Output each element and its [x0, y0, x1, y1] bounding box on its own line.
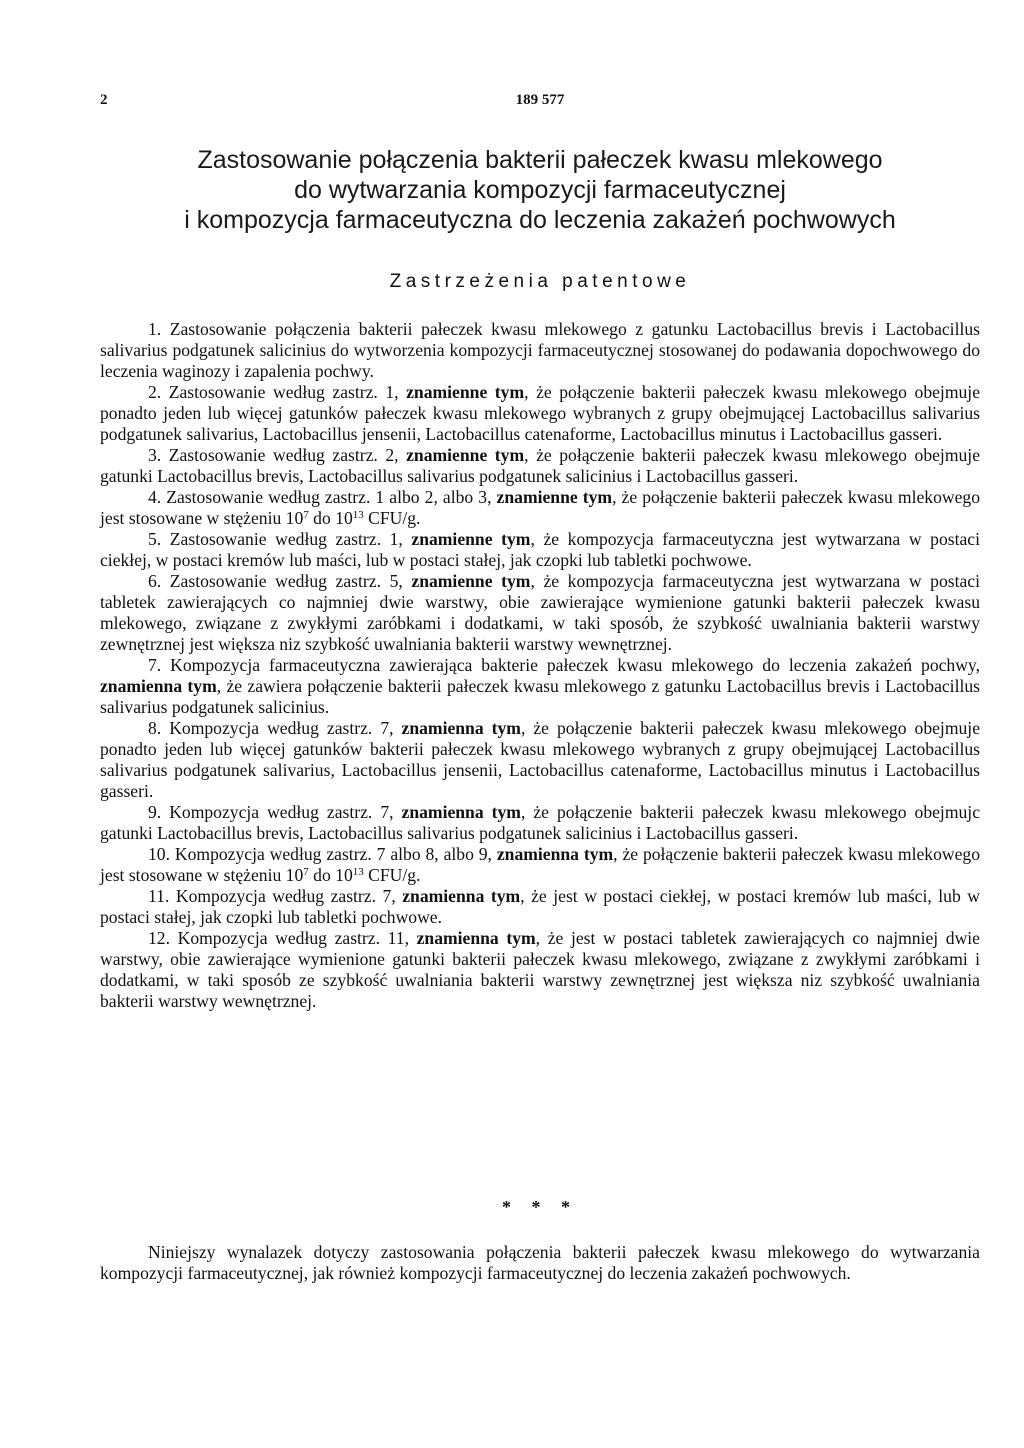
claim-10: 10. Kompozycja według zastrz. 7 albo 8, albo 9, znamienna tym, że połączenie bakterii pałeczek kwasu mlekowego jest stosowane w stężeniu $10^7$ do $10^{13}$ CFU/g.: [100, 844, 980, 885]
claim-keyword: znamienne tym: [411, 529, 531, 549]
page-header: [100, 92, 980, 122]
section-heading: Zastrzeżenia patentowe: [389, 271, 691, 292]
claim-keyword: znamienne tym: [411, 571, 531, 591]
claim-8: 8. Kompozycja według zastrz. 7, znamienna tym, że połączenie bakterii pałeczek kwasu mlekowego obejmuje ponadto jeden lub więcej gatunków bakterii pałeczek kwasu mlekowego wybranych z grupy obejmującej Lactobacillus salivarius podgatunek salivarius, Lactobacillus jensenii, Lactobacillus catenaforme, Lactobacillus minutus i Lactobacillus gasseri.: [100, 718, 980, 801]
exponent: 13: [352, 866, 364, 878]
title-line: Zastosowanie połączenia bakterii pałeczek kwasu mlekowego: [197, 146, 883, 174]
claim-keyword: znamienna tym: [100, 676, 217, 696]
claim-keyword: znamienna tym: [402, 886, 521, 906]
claim-11: 11. Kompozycja według zastrz. 7, znamienna tym, że jest w postaci ciekłej, w postaci kremów lub maści, lub w postaci stałej, jak czopki lub tabletki pochwowe.: [100, 886, 981, 927]
claim-6: 6. Zastosowanie według zastrz. 5, znamienne tym, że kompozycja farmaceutyczna jest wytwarzana w postaci tabletek zawierających co najmniej dwie warstwy, obie zawierające wymienione gatunki bakterii pałeczek kwasu mlekowego, związane z zwykłymi zaróbkami i dodatkami, w taki sposób, że szybkość uwalniania bakterii warstwy zewnętrznej jest większa niz szybkość uwalniania bakterii warstwy wewnętrznej.: [100, 571, 980, 654]
claim-4: 4. Zastosowanie według zastrz. 1 albo 2, albo 3, znamienne tym, że połączenie bakterii pałeczek kwasu mlekowego jest stosowane w stężeniu $10^7$ do $10^{13}$ CFU/g.: [100, 487, 981, 528]
document-title: [100, 145, 980, 235]
description-paragraph: Niniejszy wynalazek dotyczy zastosowania połączenia bakterii pałeczek kwasu mlekowego do wytwarzania kompozycji farmaceutycznej, jak również kompozycji farmaceutycznej do leczenia zakażeń pochwowych.: [100, 1242, 980, 1283]
document-number: 189 577: [515, 92, 565, 108]
claim-keyword: znamienna tym: [416, 928, 536, 948]
claim-keyword: znamienna tym: [401, 802, 521, 822]
section-separator: * * *: [502, 1197, 578, 1217]
claim-3: 3. Zastosowanie według zastrz. 2, znamienne tym, że połączenie bakterii pałeczek kwasu mlekowego obejmuje gatunki Lactobacillus brevis, Lactobacillus salivarius podgatunek salicinius i Lactobacillus gasseri.: [100, 445, 980, 486]
claim-keyword: znamienne tym: [406, 445, 525, 465]
claim-12: 12. Kompozycja według zastrz. 11, znamienna tym, że jest w postaci tabletek zawierających co najmniej dwie warstwy, obie zawierające wymienione gatunki bakterii pałeczek kwasu mlekowego, związane z zwykłymi zaróbkami i dodatkami, w taki sposób ze szybkość uwalniania bakterii warstwy zewnętrznej jest większa niz szybkość uwalniania bakterii warstwy wewnętrznej.: [100, 928, 980, 1011]
claim-keyword: znamienne tym: [496, 487, 613, 507]
claim-keyword: znamienne tym: [406, 382, 525, 402]
exponent: 7: [303, 509, 309, 521]
claim-keyword: znamienna tym: [401, 718, 521, 738]
claim-1: 1. Zastosowanie połączenia bakterii pałeczek kwasu mlekowego z gatunku Lactobacillus brevis i Lactobacillus salivarius podgatunek salicinius do wytworzenia kompozycji farmaceutycznej stosowanej do podawania dopochwowego do leczenia waginozy i zapalenia pochwy.: [100, 319, 980, 381]
claim-5: 5. Zastosowanie według zastrz. 1, znamienne tym, że kompozycja farmaceutyczna jest wytwarzana w postaci ciekłej, w postaci kremów lub maści, lub w postaci stałej, jak czopki lub tabletki pochwowe.: [100, 529, 980, 570]
page-number: 2: [100, 92, 108, 108]
claim-keyword: znamienna tym: [496, 844, 614, 864]
claims-list: [100, 319, 980, 1012]
exponent: 7: [303, 866, 309, 878]
exponent: 13: [352, 509, 364, 521]
title-line: do wytwarzania kompozycji farmaceutycznej: [294, 176, 786, 204]
claim-7: 7. Kompozycja farmaceutyczna zawierająca bakterie pałeczek kwasu mlekowego do leczenia zakażeń pochwy, znamienna tym, że zawiera połączenie bakterii pałeczek kwasu mlekowego z gatunku Lactobacillus brevis i Lactobacillus salivarius podgatunek salicinius.: [100, 655, 980, 717]
claim-9: 9. Kompozycja według zastrz. 7, znamienna tym, że połączenie bakterii pałeczek kwasu mlekowego obejmujc gatunki Lactobacillus brevis, Lactobacillus salivarius podgatunek salicinius i Lactobacillus gasseri.: [100, 802, 980, 843]
claim-2: 2. Zastosowanie według zastrz. 1, znamienne tym, że połączenie bakterii pałeczek kwasu mlekowego obejmuje ponadto jeden lub więcej gatunków pałeczek kwasu mlekowego wybranych z grupy obejmującej Lactobacillus salivarius podgatunek salivarius, Lactobacillus jensenii, Lactobacillus catenaforme, Lactobacillus minutus i Lactobacillus gasseri.: [100, 382, 980, 444]
title-line: i kompozycja farmaceutyczna do leczenia zakażeń pochwowych: [184, 206, 896, 234]
